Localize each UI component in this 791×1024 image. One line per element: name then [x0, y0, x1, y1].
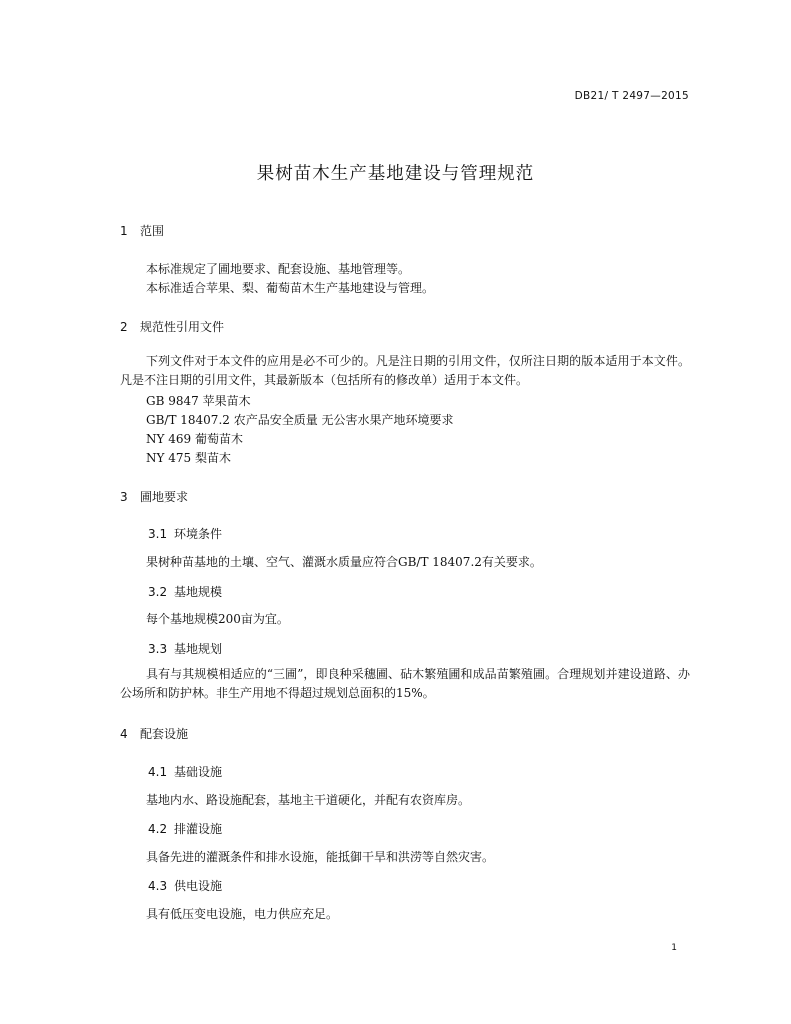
paragraph-line: 本标准适合苹果、梨、葡萄苗木生产基地建设与管理。 [146, 281, 435, 295]
section-title: 配套设施 [140, 727, 189, 741]
subsection-number: 3.2 [148, 585, 168, 599]
paragraph-line: 本标准规定了圃地要求、配套设施、基地管理等。 [146, 262, 411, 276]
paragraph: 具有与其规模相适应的“三圃”，即良种采穗圃、砧木繁殖圃和成品苗繁殖圃。合理规划并建设道路、办公场所和防护林。非生产用地不得超过规划总面积的15%。 [120, 667, 690, 700]
paragraph-line: 具备先进的灌溉条件和排水设施，能抵御干旱和洪涝等自然灾害。 [146, 850, 495, 864]
subsection-heading [148, 820, 222, 837]
reference-item: GB 9847 苹果苗木 [146, 394, 251, 408]
section-title: 范围 [140, 224, 165, 238]
subsection-heading [148, 763, 222, 780]
paragraph-line: 每个基地规模200亩为宜。 [146, 612, 289, 626]
section-number: 2 [120, 320, 128, 334]
paragraph-line: 基地内水、路设施配套，基地主干道硬化，并配有农资库房。 [146, 793, 471, 807]
subsection-number: 4.2 [148, 822, 168, 836]
reference-item: GB/T 18407.2 农产品安全质量 无公害水果产地环境要求 [146, 413, 454, 427]
subsection-title: 基地规划 [174, 642, 223, 656]
section-title: 规范性引用文件 [140, 320, 225, 334]
subsection-title: 基地规模 [174, 585, 223, 599]
subsection-title: 基础设施 [174, 765, 223, 779]
subsection-number: 3.1 [148, 527, 168, 541]
page-number: 1 [671, 943, 677, 953]
subsection-heading [148, 877, 222, 894]
section-2-heading [120, 318, 224, 335]
paragraph-line: 具有低压变电设施，电力供应充足。 [146, 907, 339, 921]
section-3-heading [120, 488, 188, 505]
reference-item: NY 469 葡萄苗木 [146, 432, 243, 446]
subsection-heading [148, 583, 222, 600]
standard-code: DB21/ T 2497—2015 [574, 90, 689, 102]
section-number: 4 [120, 727, 128, 741]
subsection-title: 环境条件 [174, 527, 223, 541]
subsection-title: 供电设施 [174, 879, 223, 893]
section-4-heading [120, 725, 188, 742]
subsection-heading [148, 640, 222, 657]
intro-paragraph: 下列文件对于本文件的应用是必不可少的。凡是注日期的引用文件，仅所注日期的版本适用于本文件。凡是不注日期的引用文件，其最新版本（包括所有的修改单）适用于本文件。 [120, 354, 690, 387]
subsection-number: 4.1 [148, 765, 168, 779]
section-title: 圃地要求 [140, 490, 189, 504]
section-number: 1 [120, 224, 128, 238]
subsection-number: 4.3 [148, 879, 168, 893]
subsection-number: 3.3 [148, 642, 168, 656]
section-1-heading [120, 222, 164, 239]
reference-item: NY 475 梨苗木 [146, 451, 231, 465]
document-title: 果树苗木生产基地建设与管理规范 [256, 164, 535, 184]
subsection-heading [148, 525, 222, 542]
subsection-title: 排灌设施 [174, 822, 223, 836]
paragraph-line: 果树种苗基地的土壤、空气、灌溉水质量应符合GB/T 18407.2有关要求。 [146, 555, 542, 569]
section-number: 3 [120, 490, 128, 504]
